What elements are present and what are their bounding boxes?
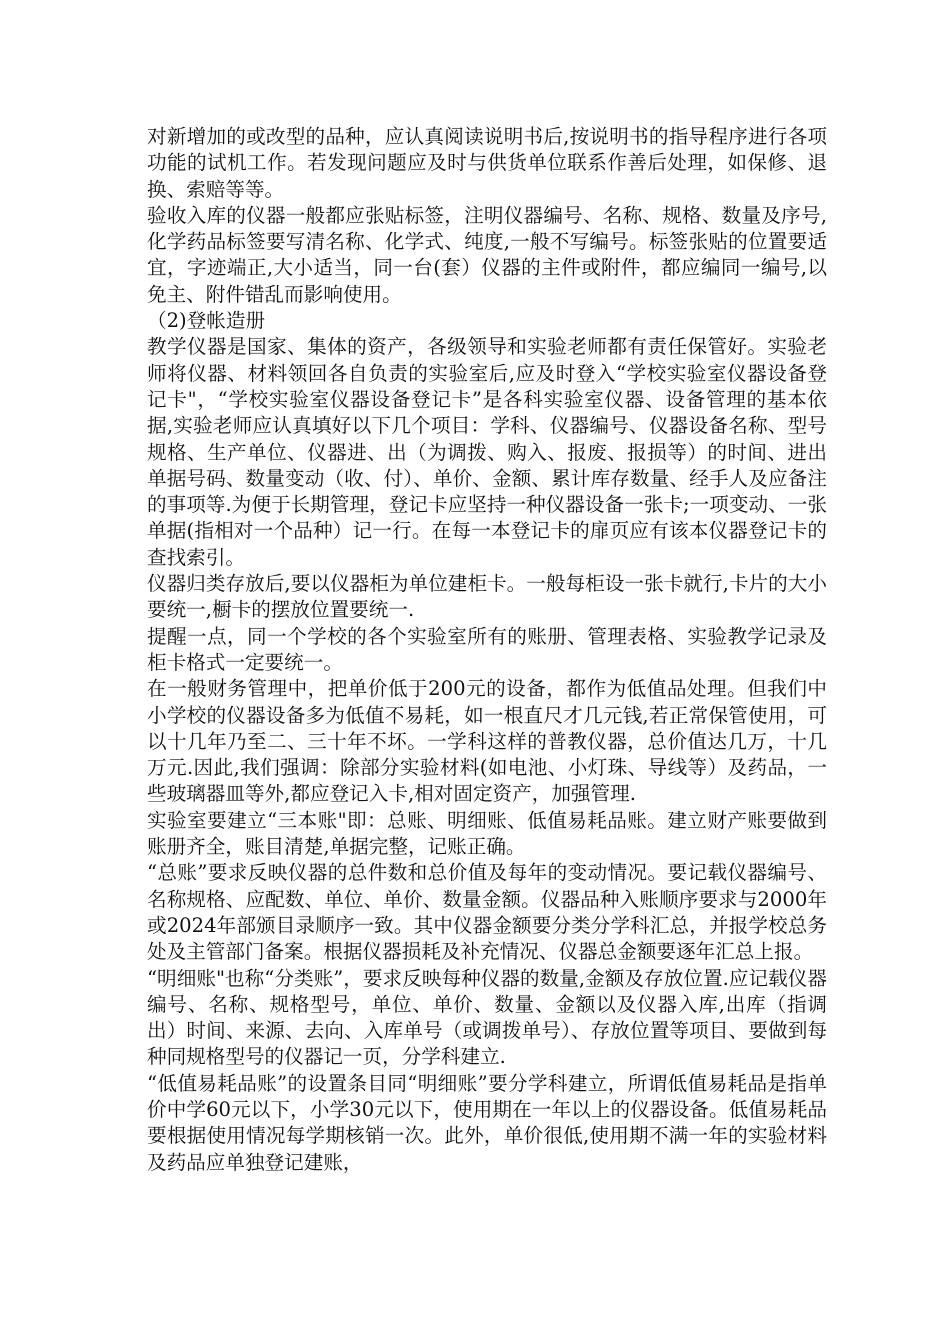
paragraph-consumables-ledger: “低值易耗品账”的设置条目同“明细账”要分学科建立，所谓低值易耗品是指单价中学60元以下，小学30元以下，使用期在一年以上的仪器设备。低值易耗品要根据使用情况每学期核销一次。此外，单价很低,使用期不满一年的实验材料及药品应单独登记建账， <box>147 1071 827 1174</box>
paragraph-general-ledger: “总账”要求反映仪器的总件数和总价值及每年的变动情况。要记载仪器编号、名称规格、应配数、单位、单价、数量金额。仪器品种入账顺序要求与2000年或2024年部颁目录顺序一致。其中仪器金额要分类分学科汇总，并报学校总务处及主管部门备案。根据仪器损耗及补充情况、仪器总金额要逐年汇总上报。 <box>147 861 827 964</box>
paragraph-registration-card: 教学仪器是国家、集体的资产，各级领导和实验老师都有责任保管好。实验老师将仪器、材料领回各自负责的实验室后,应及时登入“学校实验室仪器设备登记卡"，“学校实验室仪器设备登记卡”是各科实验室仪器、设备管理的基本依据,实验老师应认真填好以下几个项目：学科、仪器编号、仪器设备名称、型号规格、生产单位、仪器进、出（为调拨、购入、报废、报损等）的时间、进出单据号码、数量变动（收、付）、单价、金额、累计库存数量、经手人及应备注的事项等.为便于长期管理，登记卡应坚持一种仪器设备一张卡;一项变动、一张单据(指相对一个品种）记一行。在每一本登记卡的扉页应有该本仪器登记卡的查找索引。 <box>147 335 827 569</box>
paragraph-labeling: 验收入库的仪器一般都应张贴标签，注明仪器编号、名称、规格、数量及序号,化学药品标签要写清名称、化学式、纯度,一般不写编号。标签张贴的位置要适宜，字迹端正,大小适当，同一台(套）仪器的主件或附件，都应编同一编号,以免主、附件错乱而影响使用。 <box>147 203 827 306</box>
paragraph-cabinet-card: 仪器归类存放后,要以仪器柜为单位建柜卡。一般每柜设一张卡就行,卡片的大小要统一,橱卡的摆放位置要统一. <box>147 572 827 622</box>
paragraph-new-product-trial: 对新增加的或改型的品种，应认真阅读说明书后,按说明书的指导程序进行各项功能的试机工作。若发现问题应及时与供货单位联系作善后处理，如保修、退换、索赔等等。 <box>147 125 827 201</box>
document-body <box>147 124 827 1176</box>
paragraph-reminder: 提醒一点，同一个学校的各个实验室所有的账册、管理表格、实验教学记录及柜卡格式一定要统一。 <box>147 624 827 674</box>
section-heading-registration: （2)登帐造册 <box>147 309 266 333</box>
paragraph-three-ledgers: 实验室要建立“三本账"即：总账、明细账、低值易耗品账。建立财产账要做到账册齐全，账目清楚,单据完整，记账正确。 <box>147 808 827 859</box>
paragraph-detail-ledger: “明细账"也称“分类账”，要求反映每种仪器的数量,金额及存放位置.应记载仪器编号、名称、规格型号，单位、单价、数量、金额以及仪器入库,出库（指调出）时间、来源、去向、入库单号（或调拨单号）、存放位置等项目、要做到每种同规格型号的仪器记一页，分学科建立. <box>147 966 827 1069</box>
paragraph-low-value-items: 在一般财务管理中，把单价低于200元的设备，都作为低值品处理。但我们中小学校的仪器设备多为低值不易耗，如一根直尺才几元钱,若正常保管使用，可以十几年乃至二、三十年不坏。一学科这样的普教仪器，总价值达几万，十几万元.因此,我们强调：除部分实验材料(如电池、小灯珠、导线等）及药品，一些玻璃器皿等外,都应登记入卡,相对固定资产，加强管理. <box>147 677 827 806</box>
